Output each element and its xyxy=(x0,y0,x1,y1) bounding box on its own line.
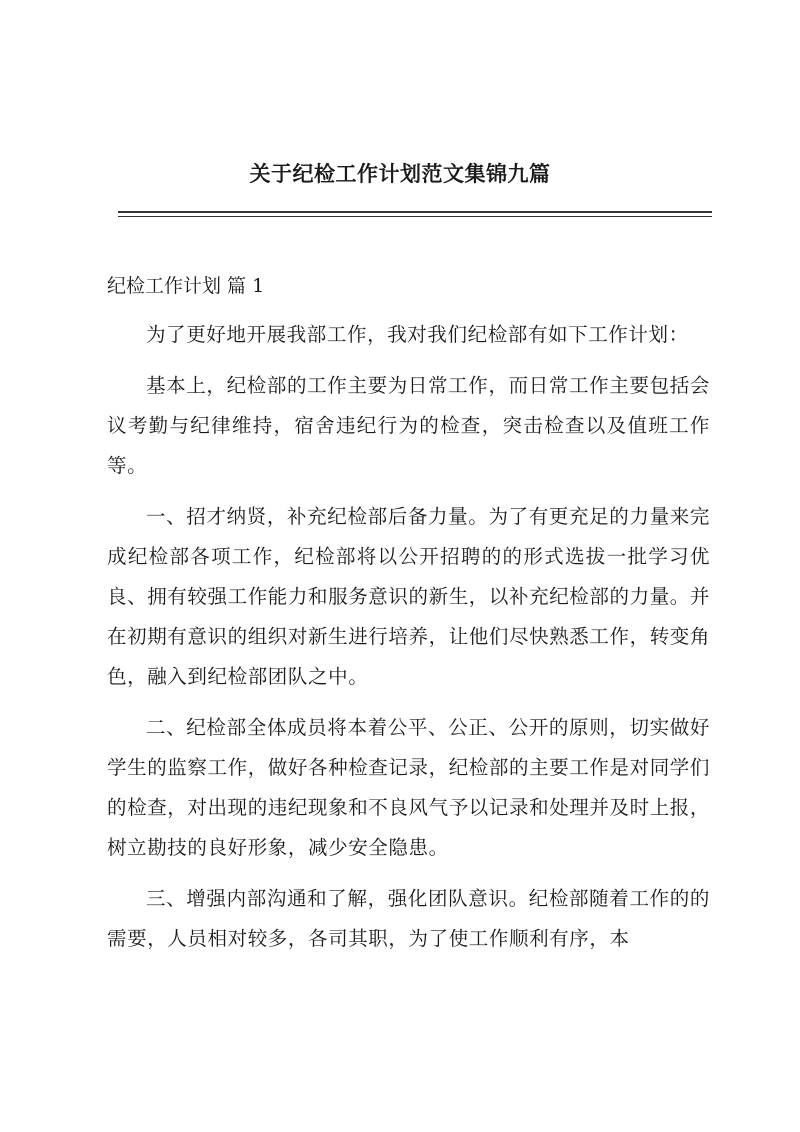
paragraph: 三、增强内部沟通和了解，强化团队意识。纪检部随着工作的的需要，人员相对较多，各司其职，为了使工作顺利有序，本 xyxy=(107,887,710,950)
paragraph: 一、招才纳贤，补充纪检部后备力量。为了有更充足的力量来完成纪检部各项工作，纪检部将以公开招聘的的形式选拔一批学习优良、拥有较强工作能力和服务意识的新生，以补充纪检部的力量。并在初期有意识的组织对新生进行培养，让他们尽快熟悉工作，转变角色，融入到纪检部团队之中。 xyxy=(107,505,711,688)
title-divider-thin xyxy=(118,216,712,217)
section-heading: 纪检工作计划 篇 1 xyxy=(107,275,265,297)
paragraph: 基本上，纪检部的工作主要为日常工作，而日常工作主要包括会议考勤与纪律维持，宿舍违纪行为的检查，突击检查以及值班工作等。 xyxy=(107,374,710,477)
title-divider-thick xyxy=(118,211,712,213)
document-title: 关于纪检工作计划范文集锦九篇 xyxy=(249,161,551,186)
paragraph: 二、纪检部全体成员将本着公平、公正、公开的原则，切实做好学生的监察工作，做好各种检查记录，纪检部的主要工作是对同学们的检查，对出现的违纪现象和不良风气予以记录和处理并及时上报，树立勘技的良好形象，减少安全隐患。 xyxy=(107,716,711,859)
document-body xyxy=(107,315,710,970)
paragraph: 为了更好地开展我部工作，我对我们纪检部有如下工作计划： xyxy=(146,323,689,346)
